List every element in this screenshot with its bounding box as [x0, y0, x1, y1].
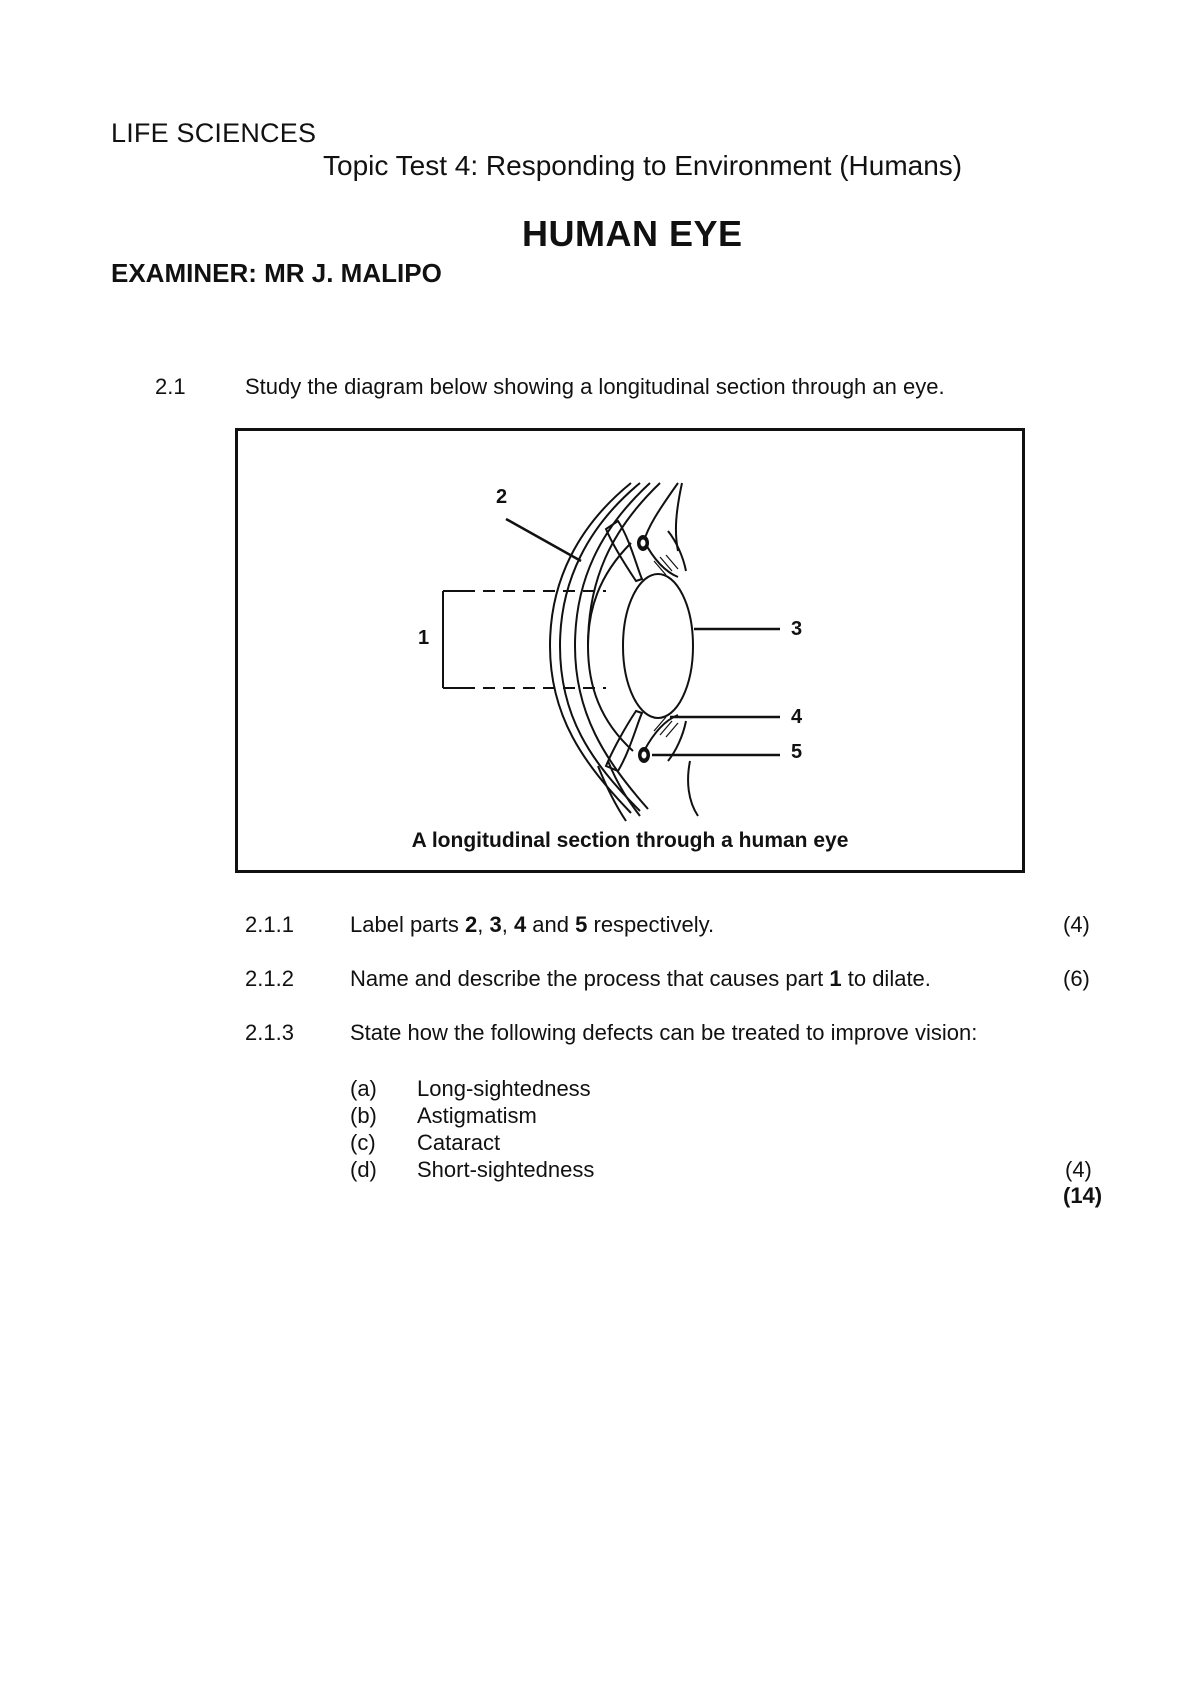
- defect-name: Long-sightedness: [417, 1076, 591, 1101]
- topic-heading: Topic Test 4: Responding to Environment (Humans): [323, 150, 963, 181]
- subquestion-text: State how the following defects can be treated to improve vision:: [350, 1020, 978, 1045]
- eye-diagram: [238, 431, 1022, 870]
- label-1: 1: [418, 627, 430, 649]
- label-2: 2: [496, 486, 508, 508]
- eye-diagram-box: [235, 428, 1025, 873]
- diagram-caption: A longitudinal section through a human eye: [411, 829, 849, 852]
- defect-letter: (b): [350, 1103, 377, 1128]
- label-3: 3: [791, 618, 803, 640]
- question-number: 2.1: [155, 374, 186, 399]
- defect-name: Astigmatism: [417, 1103, 537, 1128]
- defect-letter: (c): [350, 1130, 376, 1155]
- label-5: 5: [791, 741, 803, 763]
- marks-value: (6): [1063, 966, 1090, 991]
- marks-value: (4): [1063, 912, 1090, 937]
- total-marks: (14): [1063, 1183, 1103, 1208]
- subquestion-number: 2.1.1: [245, 912, 294, 937]
- subquestion-text: Label parts 2, 3, 4 and 5 respectively.: [350, 912, 715, 937]
- page-title: HUMAN EYE: [522, 213, 743, 254]
- subquestion-text: Name and describe the process that causes part 1 to dilate.: [350, 966, 931, 991]
- question-text: Study the diagram below showing a longitudinal section through an eye.: [245, 374, 945, 399]
- subquestion-number: 2.1.2: [245, 966, 294, 991]
- subject-heading: LIFE SCIENCES: [111, 118, 317, 148]
- examiner-line: EXAMINER: MR J. MALIPO: [111, 258, 442, 288]
- defect-name: Cataract: [417, 1130, 501, 1155]
- defect-name: Short-sightedness: [417, 1157, 595, 1182]
- marks-value: (4): [1065, 1157, 1092, 1182]
- label-4: 4: [791, 706, 803, 728]
- subquestion-number: 2.1.3: [245, 1020, 294, 1045]
- defect-letter: (a): [350, 1076, 377, 1101]
- defect-letter: (d): [350, 1157, 377, 1182]
